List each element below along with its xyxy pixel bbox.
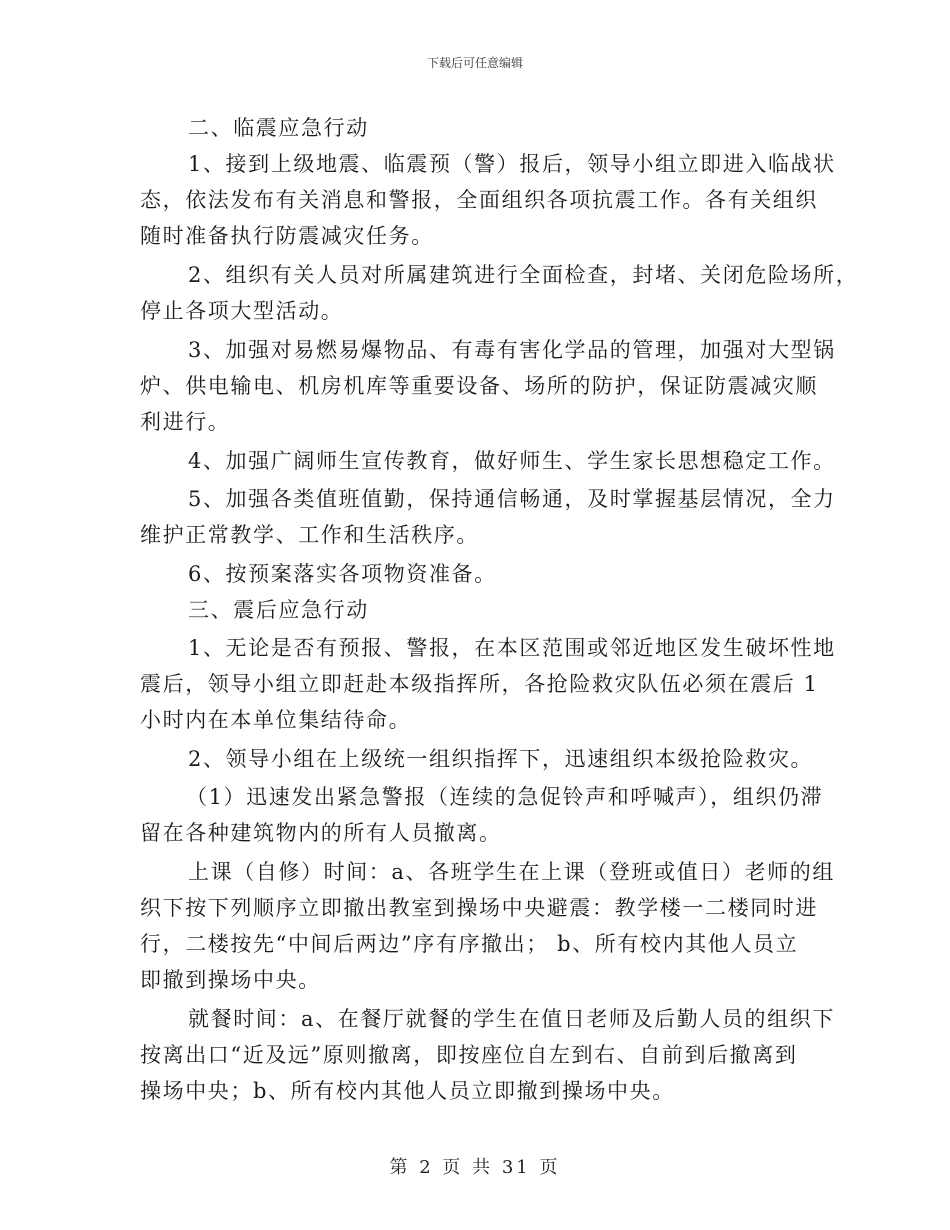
paragraph-line: 织下按下列顺序立即撤出教室到操场中央避震：教学楼一二楼同时进	[140, 896, 818, 920]
paragraph-line: 3、加强对易燃易爆物品、有毒有害化学品的管理，加强对大型锅	[188, 338, 836, 362]
paragraph-line: （1）迅速发出紧急警报（连续的急促铃声和呼喊声），组织仍滞	[186, 785, 824, 809]
paragraph-line: 1、无论是否有预报、警报，在本区范围或邻近地区发生破坏性地	[188, 636, 836, 660]
paragraph-line: 2、组织有关人员对所属建筑进行全面检查，封堵、关闭危险场所，	[188, 263, 859, 287]
paragraph-line: 6、按预案落实各项物资准备。	[188, 562, 497, 586]
paragraph-line: 4、加强广阔师生宣传教育，做好师生、学生家长思想稳定工作。	[188, 449, 836, 473]
page-footer: 第 2 页 共 31 页	[389, 1157, 561, 1178]
paragraph-line: 上课（自修）时间：a、各班学生在上课（登班或值日）老师的组	[188, 860, 835, 884]
paragraph-line: 随时准备执行防震减灾任务。	[140, 224, 434, 248]
paragraph-line: 1、接到上级地震、临震预（警）报后，领导小组立即进入临战状	[188, 152, 836, 176]
paragraph-line: 小时内在本单位集结待命。	[140, 708, 412, 732]
paragraph-line: 维护正常教学、工作和生活秩序。	[140, 523, 479, 547]
paragraph-line: 炉、供电输电、机房机库等重要设备、场所的防护，保证防震减灾顺	[140, 374, 818, 398]
section-heading: 二、临震应急行动	[188, 116, 369, 140]
paragraph-line: 按离出口“近及远”原则撤离，即按座位自左到右、自前到后撤离到	[140, 1043, 798, 1067]
paragraph-line: 5、加强各类值班值勤，保持通信畅通，及时掌握基层情况，全力	[188, 487, 836, 511]
section-heading: 三、震后应急行动	[188, 598, 369, 622]
paragraph-line: 震后，领导小组立即赶赴本级指挥所，各抢险救灾队伍必须在震后 1	[140, 672, 819, 696]
paragraph-line: 态，依法发布有关消息和警报，全面组织各项抗震工作。各有关组织	[140, 188, 818, 212]
paragraph-line: 利进行。	[140, 410, 231, 434]
paragraph-line: 就餐时间：a、在餐厅就餐的学生在值日老师及后勤人员的组织下	[188, 1007, 835, 1031]
page-header: 下载后可任意编辑	[426, 56, 523, 70]
paragraph-line: 2、领导小组在上级统一组织指挥下，迅速组织本级抢险救灾。	[188, 747, 814, 771]
paragraph-line: 停止各项大型活动。	[140, 299, 344, 323]
paragraph-line: 即撤到操场中央。	[140, 968, 321, 992]
paragraph-line: 操场中央；b、所有校内其他人员立即撤到操场中央。	[140, 1079, 675, 1103]
paragraph-line: 行，二楼按先“中间后两边”序有序撤出； b、所有校内其他人员立	[140, 932, 799, 956]
paragraph-line: 留在各种建筑物内的所有人员撤离。	[140, 821, 502, 845]
